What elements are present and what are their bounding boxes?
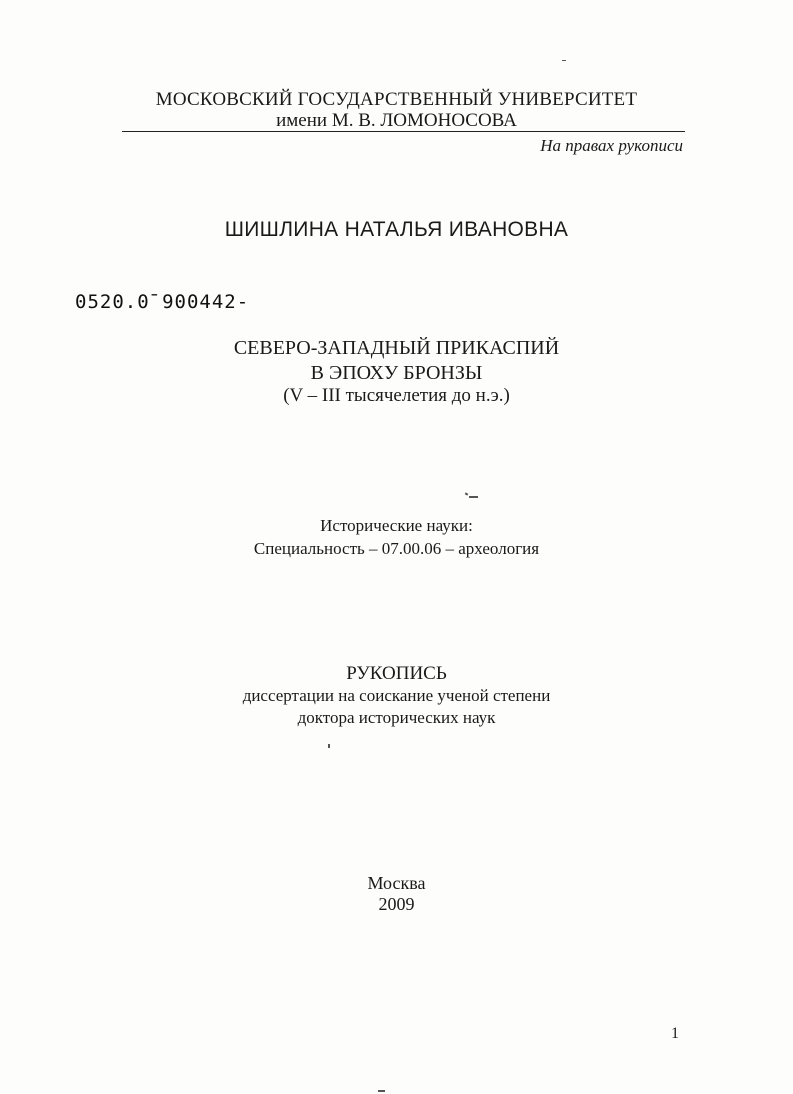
scan-speck bbox=[469, 496, 478, 498]
rights-note: На правах рукописи bbox=[540, 136, 683, 155]
page-number: 1 bbox=[671, 1025, 679, 1042]
scan-speck bbox=[328, 744, 330, 748]
city: Москва bbox=[367, 873, 426, 893]
scan-speck bbox=[378, 1090, 385, 1092]
library-stamp: 0520.0̄ 900442- bbox=[75, 291, 250, 313]
specialty-code: Специальность – 07.00.06 – археология bbox=[253, 539, 540, 558]
university-subtitle: имени М. В. ЛОМОНОСОВА bbox=[276, 110, 517, 131]
science-field: Исторические науки: bbox=[320, 516, 473, 535]
thesis-title-line-2: В ЭПОХУ БРОНЗЫ bbox=[310, 362, 483, 384]
thesis-title-line-1: СЕВЕРО-ЗАПАДНЫЙ ПРИКАСПИЙ bbox=[233, 337, 560, 359]
dissertation-line-2: доктора исторических наук bbox=[297, 708, 496, 727]
author-name: ШИШЛИНА НАТАЛЬЯ ИВАНОВНА bbox=[224, 218, 569, 241]
scan-speck bbox=[465, 492, 469, 495]
dissertation-line-1: диссертации на соискание ученой степени bbox=[242, 686, 551, 705]
manuscript-heading: РУКОПИСЬ bbox=[346, 663, 447, 684]
university-name: МОСКОВСКИЙ ГОСУДАРСТВЕННЫЙ УНИВЕРСИТЕТ bbox=[155, 89, 638, 110]
year: 2009 bbox=[378, 894, 415, 914]
thesis-title-period: (V – III тысячелетия до н.э.) bbox=[283, 385, 510, 406]
scan-speck bbox=[562, 60, 566, 61]
header-divider bbox=[122, 131, 685, 132]
